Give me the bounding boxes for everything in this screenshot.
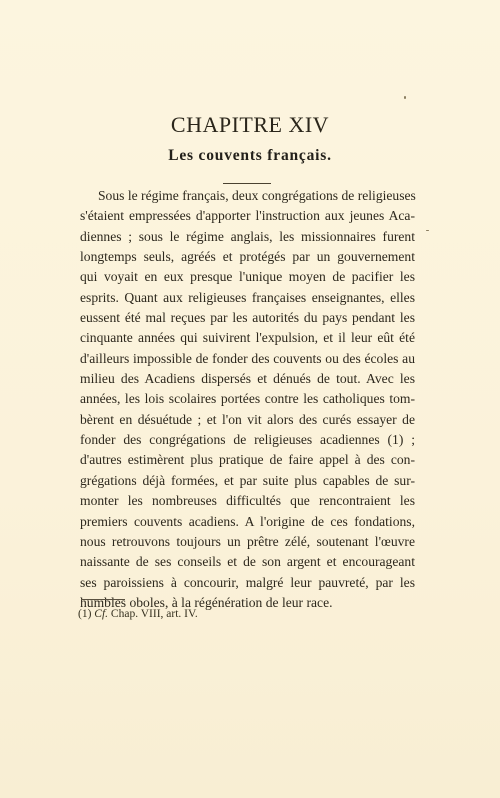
footnote-marker: (1)	[78, 608, 92, 620]
text-line: esprits. Quant aux religieuses françaises enseignantes, elles	[80, 289, 415, 305]
footnote	[78, 608, 198, 620]
text-line: grégations déjà formées, et par suite plus capables de sur-	[80, 472, 415, 488]
text-line: nous retrouvons toujours un prêtre zélé, soutenant l'œuvre	[80, 533, 415, 549]
text-line: naissante de ses conseils et de son argent et encourageant	[80, 554, 415, 570]
text-line: monter les nombreuses difficultés que rencontraient les	[80, 493, 415, 509]
text-line: cinquante années qui suivirent l'expulsion, et il leur eût été	[80, 330, 415, 346]
footnote-ref: Cf.	[94, 608, 109, 620]
chapter-title: CHAPITRE XIV	[170, 112, 330, 137]
text-line: premiers couvents acadiens. A l'origine de ces fondations,	[80, 513, 415, 529]
text-line: longtemps seuls, agréés et protégés par un gouvernement	[80, 249, 415, 265]
text-line: qui voyait en eux presque l'unique moyen de pacifier les	[80, 269, 415, 285]
body-paragraph	[80, 186, 415, 613]
text-line: humbles oboles, à la régénération de leur race.	[80, 594, 333, 610]
footnote-divider	[81, 599, 125, 600]
text-line: Sous le régime français, deux congrégations de religieuses	[98, 188, 416, 203]
text-line: milieu des Acadiens dispersés et dénués de tout. Avec les	[80, 371, 415, 387]
text-line: eussent été mal reçues par les autorités du pays pendant les	[80, 310, 415, 326]
text-line: bèrent en désuétude ; et l'on vit alors des curés essayer de	[80, 411, 415, 427]
text-line: ses paroissiens à concourir, malgré leur pauvreté, par les	[80, 574, 415, 590]
text-line: s'étaient empressées d'apporter l'instruction aux jeunes Aca-	[80, 208, 415, 224]
text-line: années, les lois scolaires portées contre les catholiques tom-	[80, 391, 415, 407]
paper-speck	[426, 230, 429, 231]
text-line: diennes ; sous le régime anglais, les missionnaires furent	[80, 228, 415, 244]
text-line: d'ailleurs impossible de fonder des couvents ou des écoles au	[80, 350, 415, 366]
paper-speck	[404, 96, 406, 99]
text-line: d'autres estimèrent plus pratique de faire appel à des con-	[80, 452, 415, 468]
title-divider	[223, 183, 271, 184]
chapter-subtitle: Les couvents français.	[168, 147, 332, 164]
footnote-text: Chap. VIII, art. IV.	[110, 608, 198, 620]
text-line: fonder des congrégations de religieuses acadiennes (1) ;	[80, 432, 415, 448]
